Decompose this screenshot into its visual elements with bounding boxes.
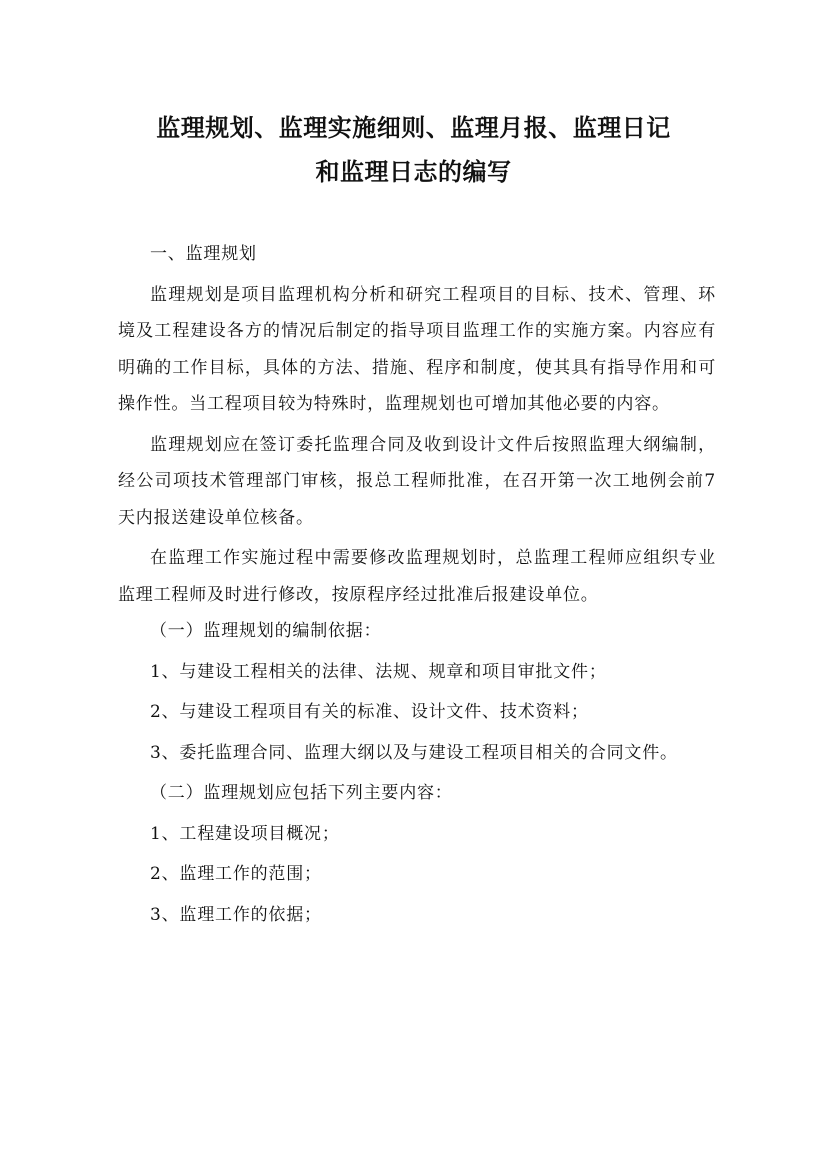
list-item: 2、与建设工程项目有关的标准、设计文件、技术资料； — [150, 702, 589, 722]
document-title-line-2: 和监理日志的编写 — [315, 158, 512, 186]
list-item: 3、委托监理合同、监理大纲以及与建设工程项目相关的合同文件。 — [150, 742, 678, 763]
list-item: 2、监理工作的范围； — [150, 864, 322, 884]
section-heading: 一、监理规划 — [150, 244, 257, 264]
subsection-heading: （二）监理规划应包括下列主要内容： — [150, 783, 453, 803]
paragraph: 监理规划是项目监理机构分析和研究工程项目的目标、技术、管理、环境及工程建设各方的情况后制定的指导项目监理工作的实施方案。内容应有明确的工作目标，具体的方法、措施、程序和制度，使其具有指导作用和可操作性。当工程项目较为特殊时，监理规划也可增加其他必要的内容。 — [118, 284, 716, 414]
paragraph: 在监理工作实施过程中需要修改监理规划时，总监理工程师应组织专业监理工程师及时进行修改，按原程序经过批准后报建设单位。 — [118, 548, 716, 605]
document-title-line-1: 监理规划、监理实施细则、监理月报、监理日记 — [156, 114, 671, 142]
subsection-heading: （一）监理规划的编制依据： — [150, 621, 382, 641]
list-item: 3、监理工作的依据； — [150, 904, 322, 925]
paragraph: 监理规划应在签订委托监理合同及收到设计文件后按照监理大纲编制，经公司项技术管理部门审核，报总工程师批准，在召开第一次工地例会前7天内报送建设单位核备。 — [118, 434, 716, 528]
list-item: 1、工程建设项目概况； — [150, 823, 340, 844]
document-body — [118, 236, 716, 933]
list-item: 1、与建设工程相关的法律、法规、规章和项目审批文件； — [150, 661, 607, 682]
